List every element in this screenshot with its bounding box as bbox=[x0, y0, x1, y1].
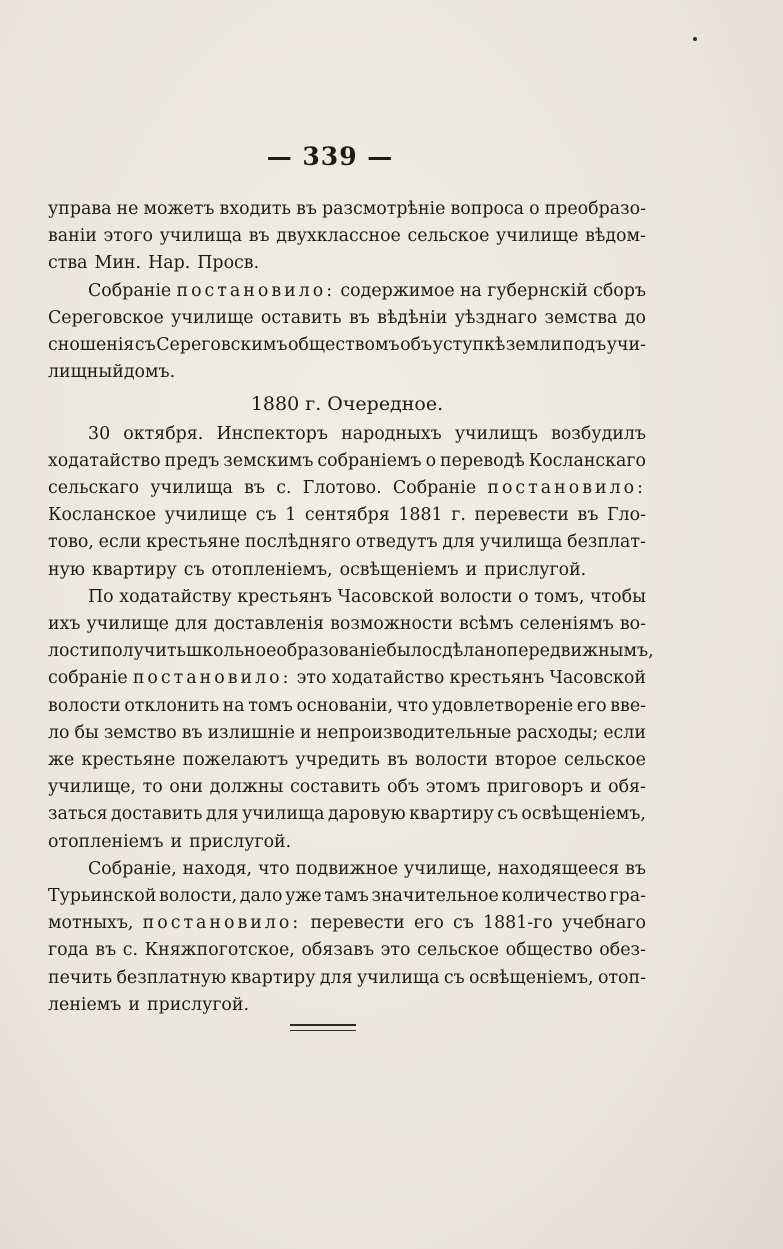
text-line bbox=[48, 557, 646, 584]
text-line bbox=[48, 250, 646, 277]
word: уже bbox=[285, 886, 322, 907]
word: крестьянъ bbox=[237, 586, 332, 607]
word: основаніи, bbox=[296, 695, 394, 716]
word: лости bbox=[48, 641, 101, 662]
word: крестьяне bbox=[81, 750, 176, 771]
word: всѣмъ bbox=[458, 614, 514, 635]
word: лищныйдомъ. bbox=[48, 362, 176, 383]
word: Нар. bbox=[148, 253, 191, 274]
word: учредить bbox=[295, 750, 380, 771]
word: уступкѣ bbox=[432, 335, 506, 356]
word: собраніемъ bbox=[317, 450, 422, 471]
word: вве- bbox=[610, 695, 646, 716]
word: волости, bbox=[158, 886, 238, 907]
word: чтобы bbox=[590, 586, 646, 607]
word: ходатайству bbox=[119, 586, 232, 607]
word: отоп- bbox=[597, 967, 646, 988]
word: входить bbox=[219, 199, 292, 219]
word: дало bbox=[239, 886, 283, 907]
word: съ bbox=[453, 913, 474, 934]
body-text bbox=[48, 196, 654, 1019]
word: сельское bbox=[407, 226, 490, 247]
word: Собраніе bbox=[88, 280, 172, 301]
word: года bbox=[48, 940, 89, 961]
word: г. bbox=[451, 505, 466, 526]
word: обя- bbox=[608, 777, 646, 798]
word: мотныхъ, bbox=[48, 913, 134, 934]
word: народныхъ bbox=[341, 423, 442, 444]
word: обез- bbox=[599, 940, 646, 961]
word: школьное bbox=[186, 641, 277, 662]
word: же bbox=[48, 750, 75, 771]
word: въ bbox=[348, 307, 370, 328]
text-line bbox=[48, 278, 646, 305]
word: послѣдняго bbox=[244, 532, 352, 553]
word: постановило: bbox=[487, 478, 646, 499]
word: ихъ bbox=[48, 614, 81, 635]
word: училища bbox=[150, 478, 233, 499]
word: это bbox=[296, 668, 327, 689]
text-line bbox=[48, 421, 646, 448]
word: безплат- bbox=[567, 532, 646, 553]
word: составить bbox=[289, 777, 381, 798]
word: с. bbox=[122, 940, 139, 961]
word: сельское bbox=[564, 750, 646, 771]
word: и bbox=[170, 831, 183, 852]
text-line bbox=[48, 801, 646, 828]
word: съ bbox=[134, 335, 156, 356]
text-line bbox=[48, 774, 646, 801]
word: прислугой. bbox=[484, 559, 587, 580]
word: октября. bbox=[123, 423, 204, 444]
word: сдѣлано bbox=[432, 641, 507, 662]
word: этомъ bbox=[425, 777, 481, 798]
word: освѣщеніемъ bbox=[339, 559, 459, 580]
word: если bbox=[603, 722, 646, 743]
word: должны bbox=[209, 777, 284, 798]
text-line bbox=[48, 332, 646, 359]
word: Сереговскимъ bbox=[156, 335, 288, 356]
word: для bbox=[175, 614, 208, 635]
word: По bbox=[88, 586, 114, 607]
word: количество bbox=[501, 886, 607, 907]
word: волости bbox=[48, 695, 121, 716]
word: въ bbox=[181, 722, 203, 743]
word: доставленія bbox=[213, 614, 325, 635]
word: томъ, bbox=[534, 586, 585, 607]
word: Часовской bbox=[549, 668, 646, 689]
word: волости bbox=[439, 586, 513, 607]
word: училищъ bbox=[454, 423, 539, 444]
word: даровую bbox=[327, 804, 406, 825]
word: квартиру bbox=[409, 804, 494, 825]
word: обязавъ bbox=[301, 940, 375, 961]
word: передвижнымъ, bbox=[506, 641, 654, 662]
word: Инспекторъ bbox=[216, 423, 328, 444]
word: отопленіемъ bbox=[48, 831, 164, 852]
word: ло bbox=[48, 722, 70, 743]
word: собраніе bbox=[48, 668, 128, 689]
word: въ bbox=[296, 199, 317, 219]
text-line bbox=[48, 856, 646, 883]
word: земскимъ bbox=[223, 450, 314, 471]
word: о bbox=[425, 450, 437, 471]
word: учебнаго bbox=[561, 913, 646, 934]
word: пожелаютъ bbox=[182, 750, 289, 771]
word: 1 bbox=[285, 505, 297, 526]
word: удовлетвореніе bbox=[431, 695, 574, 716]
word: Косланскаго bbox=[528, 450, 646, 471]
text-line bbox=[48, 584, 646, 611]
word: крестьянъ bbox=[449, 668, 545, 689]
word: сборъ bbox=[593, 280, 646, 301]
word: для bbox=[205, 804, 239, 825]
word: Гло- bbox=[607, 505, 646, 526]
word: управа bbox=[48, 199, 112, 219]
word: то bbox=[142, 777, 163, 798]
word: квартиру bbox=[230, 967, 316, 988]
word: отведутъ bbox=[355, 532, 438, 553]
word: переводѣ bbox=[440, 450, 525, 471]
word: земли bbox=[505, 335, 562, 356]
word: до bbox=[624, 307, 646, 328]
word: волости bbox=[415, 750, 488, 771]
word: и bbox=[589, 777, 602, 798]
text-line bbox=[48, 747, 646, 774]
word: училище, bbox=[48, 777, 136, 798]
text-line bbox=[48, 391, 646, 418]
word: ваніи bbox=[48, 226, 97, 247]
word: и bbox=[465, 559, 478, 580]
word: сельское bbox=[417, 940, 500, 961]
text-line bbox=[48, 196, 646, 223]
word: двухклассное bbox=[276, 226, 401, 247]
word: разсмотрѣніе bbox=[322, 199, 446, 219]
page-number: — 339 — bbox=[266, 142, 394, 171]
word: въ bbox=[95, 940, 117, 961]
word: преобразо- bbox=[544, 199, 646, 219]
word: земства bbox=[544, 307, 618, 328]
word: въ bbox=[625, 858, 646, 879]
text-line bbox=[48, 910, 646, 937]
ink-speck bbox=[693, 37, 697, 41]
word: обществомъ bbox=[287, 335, 400, 356]
word: доставить bbox=[111, 804, 203, 825]
word: что bbox=[258, 858, 290, 879]
word: излишніе bbox=[207, 722, 295, 743]
word: объ bbox=[400, 335, 433, 356]
word: находя, bbox=[182, 858, 253, 879]
word: училище bbox=[164, 505, 248, 526]
word: губернскій bbox=[487, 280, 588, 301]
word: постановило: bbox=[142, 913, 302, 934]
word: возбудилъ bbox=[551, 423, 646, 444]
word: перевести bbox=[310, 913, 405, 934]
word: ходатайство bbox=[48, 450, 161, 471]
word: ства bbox=[48, 253, 88, 274]
word: сношенія bbox=[48, 335, 135, 356]
word: перевести bbox=[474, 505, 569, 526]
word: Собраніе bbox=[392, 478, 477, 499]
word: 30 bbox=[88, 423, 111, 444]
word: томъ bbox=[248, 695, 293, 716]
word: получить bbox=[100, 641, 187, 662]
word: прислугой. bbox=[146, 994, 250, 1015]
text-line bbox=[48, 992, 646, 1019]
text-line bbox=[48, 829, 646, 856]
word: Собраніе, bbox=[88, 858, 177, 879]
text-line bbox=[48, 475, 646, 502]
word: постановило: bbox=[176, 280, 336, 301]
word: въ bbox=[248, 226, 270, 247]
word: освѣщеніемъ, bbox=[469, 967, 594, 988]
word: Мин. bbox=[94, 253, 142, 274]
word: училища bbox=[159, 226, 243, 247]
word: тово, bbox=[48, 532, 94, 553]
text-line bbox=[48, 611, 646, 638]
word: и bbox=[299, 722, 312, 743]
word: второе bbox=[495, 750, 557, 771]
word: с. bbox=[276, 478, 292, 499]
word: училище bbox=[86, 614, 169, 635]
word: Турьинской bbox=[48, 886, 157, 907]
word: сельскаго bbox=[48, 478, 140, 499]
word: заться bbox=[48, 804, 108, 825]
word: 1880 г. Очередное. bbox=[250, 393, 444, 416]
word: училище bbox=[171, 307, 254, 328]
word: для bbox=[319, 967, 353, 988]
word: освѣщеніемъ, bbox=[521, 804, 646, 825]
word: подвижное bbox=[295, 858, 399, 879]
word: объ bbox=[387, 777, 420, 798]
word: отопленіемъ, bbox=[211, 559, 333, 580]
word: Сереговское bbox=[48, 307, 164, 328]
word: училища bbox=[241, 804, 325, 825]
word: отклонить bbox=[124, 695, 220, 716]
word: 1881-го bbox=[483, 913, 553, 934]
text-line bbox=[48, 665, 646, 692]
word: учи- bbox=[606, 335, 646, 356]
word: предъ bbox=[164, 450, 220, 471]
word: съ bbox=[255, 505, 277, 526]
text-line bbox=[48, 965, 646, 992]
word: въ bbox=[577, 505, 599, 526]
word: съ bbox=[443, 967, 465, 988]
word: этого bbox=[103, 226, 153, 247]
word: 1881 bbox=[398, 505, 443, 526]
text-line bbox=[48, 305, 646, 332]
word: они bbox=[169, 777, 204, 798]
word: было bbox=[386, 641, 433, 662]
word: возможности bbox=[330, 614, 453, 635]
word: на bbox=[222, 695, 245, 716]
word: о bbox=[529, 199, 540, 219]
word: въ bbox=[387, 750, 408, 771]
word: находящееся bbox=[497, 858, 620, 879]
word: его bbox=[576, 695, 607, 716]
text-line bbox=[48, 359, 646, 386]
word: не bbox=[116, 199, 139, 219]
word: образованіе bbox=[276, 641, 387, 662]
word: уѣзднаго bbox=[454, 307, 538, 328]
word: печить bbox=[48, 967, 113, 988]
word: о bbox=[518, 586, 529, 607]
word: непроизводительные bbox=[316, 722, 512, 743]
word: общество bbox=[505, 940, 593, 961]
word: ходатайство bbox=[331, 668, 445, 689]
word: Часовской bbox=[337, 586, 435, 607]
word: земство bbox=[103, 722, 177, 743]
text-line bbox=[48, 693, 646, 720]
word: содержимое bbox=[340, 280, 455, 301]
word: во- bbox=[619, 614, 646, 635]
word: училища bbox=[356, 967, 440, 988]
word: можетъ bbox=[143, 199, 215, 219]
word: Глотово. bbox=[302, 478, 382, 499]
word: приговоръ bbox=[486, 777, 584, 798]
word: училище, bbox=[403, 858, 492, 879]
word: безплатную bbox=[116, 967, 227, 988]
word: подъ bbox=[562, 335, 607, 356]
word: постановило: bbox=[132, 668, 292, 689]
word: вѣдѣніи bbox=[377, 307, 448, 328]
word: значительное bbox=[371, 886, 499, 907]
word: на bbox=[459, 280, 482, 301]
text-line bbox=[48, 720, 646, 747]
word: расходы; bbox=[516, 722, 599, 743]
text-line bbox=[48, 937, 646, 964]
word: вопроса bbox=[450, 199, 525, 219]
word: Просв. bbox=[197, 253, 260, 274]
word: бы bbox=[74, 722, 99, 743]
word: селеніямъ bbox=[519, 614, 614, 635]
word: училище bbox=[496, 226, 579, 247]
text-line bbox=[48, 448, 646, 475]
word: съ bbox=[497, 804, 519, 825]
word: если bbox=[98, 532, 142, 553]
word: его bbox=[413, 913, 444, 934]
word: Княжпоготское, bbox=[144, 940, 295, 961]
word: крестьяне bbox=[146, 532, 241, 553]
word: это bbox=[380, 940, 411, 961]
word: ную bbox=[48, 559, 85, 580]
text-line bbox=[48, 223, 646, 250]
word: тамъ bbox=[324, 886, 369, 907]
word: леніемъ bbox=[48, 994, 122, 1015]
word: въ bbox=[244, 478, 265, 499]
word: и bbox=[128, 994, 140, 1015]
word: вѣдом- bbox=[585, 226, 646, 247]
section-divider bbox=[290, 1024, 356, 1031]
word: Косланское bbox=[48, 505, 157, 526]
text-line bbox=[48, 529, 646, 556]
word: оставить bbox=[260, 307, 342, 328]
word: прислугой. bbox=[189, 831, 292, 852]
word: для bbox=[442, 532, 476, 553]
word: сентября bbox=[304, 505, 390, 526]
text-line bbox=[48, 502, 646, 529]
word: что bbox=[396, 695, 429, 716]
word: квартиру bbox=[91, 559, 177, 580]
text-line bbox=[48, 883, 646, 910]
word: училища bbox=[479, 532, 563, 553]
word: съ bbox=[183, 559, 205, 580]
word: гра- bbox=[609, 886, 646, 907]
text-line bbox=[48, 638, 654, 665]
